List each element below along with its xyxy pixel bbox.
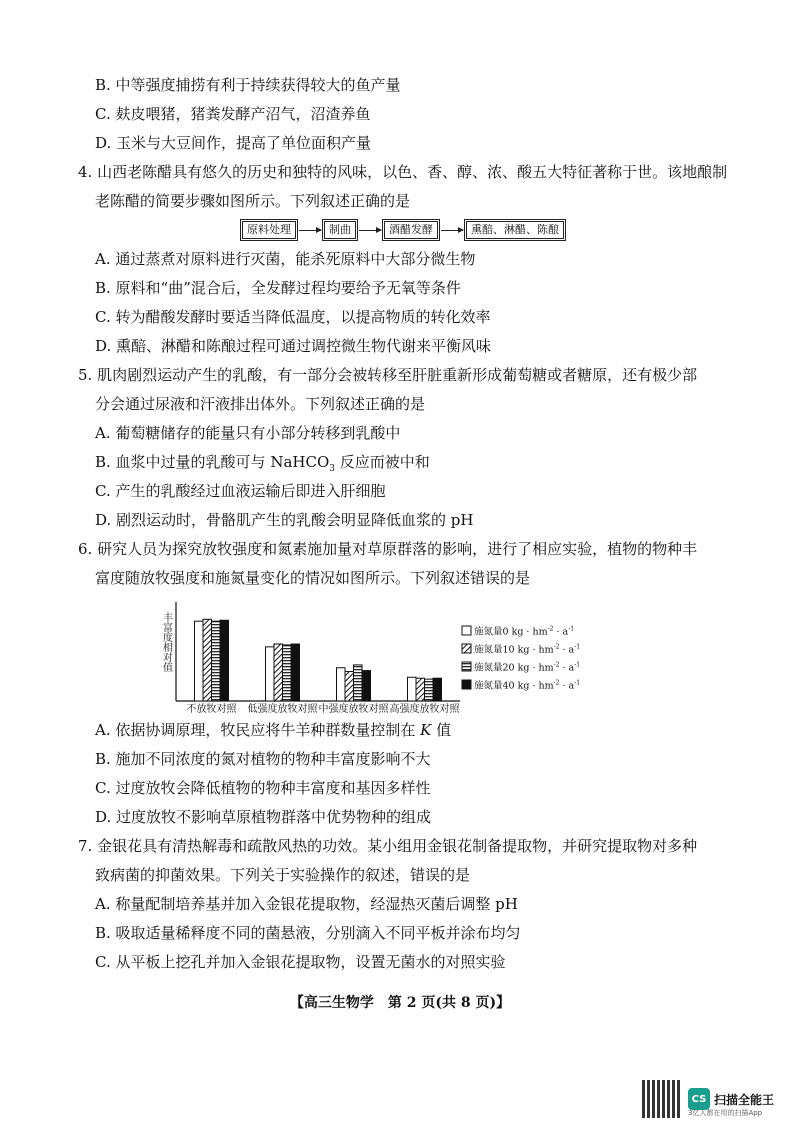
q4-stem-line1: 4. 山西老陈醋具有悠久的历史和独特的风味，以色、香、醇、浓、酸五大特征著称于世。该地酿制	[78, 163, 728, 181]
q3-option-b: B. 中等强度捕捞有利于持续获得较大的鱼产量	[95, 76, 401, 94]
bar-3-2	[425, 679, 434, 701]
q6-stem-line2: 富度随放牧强度和施氮量变化的情况如图所示。下列叙述错误的是	[95, 569, 531, 587]
q5-stem-line2: 分会通过尿液和汗液排出体外。下列叙述正确的是	[95, 395, 426, 413]
q3-option-d: D. 玉米与大豆间作，提高了单位面积产量	[95, 134, 372, 152]
q5-option-b: B. 血浆中过量的乳酸可与 NaHCO$_3$ 反应而被中和	[95, 453, 430, 474]
x-tick-label: 高强度放牧对照	[389, 704, 460, 715]
bar-0-3	[220, 620, 229, 701]
camscanner-logo-icon: CS	[688, 1088, 710, 1110]
q5-option-c: C. 产生的乳酸经过血液运输后即进入肝细胞	[95, 482, 386, 500]
q4-stem-line2: 老陈醋的简要步骤如图所示。下列叙述正确的是	[95, 192, 411, 210]
bar-1-3	[291, 644, 300, 701]
q7-option-b: B. 吸取适量稀释度不同的菌悬液，分别滴入不同平板并涂布均匀	[95, 924, 521, 942]
legend-entry: 施氮量0 kg · $hm^{-2} \cdot a^{-1}$	[474, 625, 575, 638]
scanner-app-name: 扫描全能王	[714, 1092, 775, 1107]
flow-step-1: 原料处理	[242, 221, 296, 239]
legend-swatch	[462, 644, 471, 653]
q6-option-c: C. 过度放牧会降低植物的物种丰富度和基因多样性	[95, 779, 431, 797]
q7-stem-line2: 致病菌的抑菌效果。下列关于实验操作的叙述，错误的是	[95, 866, 471, 884]
q7-option-c: C. 从平板上挖孔并加入金银花提取物，设置无菌水的对照实验	[95, 953, 506, 971]
q6-option-a: A. 依据协调原理，牧民应将牛羊种群数量控制在 K 值	[95, 721, 452, 739]
bar-1-2	[283, 645, 292, 701]
q4-option-c: C. 转为醋酸发酵时要适当降低温度，以提高物质的转化效率	[95, 308, 491, 326]
bar-0-1	[203, 619, 212, 701]
legend-entry: 施氮量10 kg · $hm^{-2} \cdot a^{-1}$	[474, 643, 581, 656]
bar-0-2	[212, 621, 221, 701]
q6-option-b: B. 施加不同浓度的氮对植物的物种丰富度影响不大	[95, 750, 431, 768]
q7-option-a: A. 称量配制培养基并加入金银花提取物，经湿热灭菌后调整 pH	[95, 895, 518, 913]
page-footer: 【高三生物学 第 2 页(共 8 页)】	[289, 995, 511, 1011]
q4-option-d: D. 熏醅、淋醋和陈酿过程可通过调控微生物代谢来平衡风味	[95, 337, 492, 355]
x-tick-label: 低强度放牧对照	[247, 704, 318, 715]
bar-3-1	[416, 678, 425, 701]
bar-2-1	[345, 672, 354, 701]
scanner-tagline: 3亿人都在用的扫描App	[688, 1109, 763, 1117]
richness-bar-chart	[160, 600, 620, 720]
legend-swatch	[462, 626, 471, 635]
q5-option-a: A. 葡萄糖储存的能量只有小部分转移到乳酸中	[95, 424, 401, 442]
qr-code-icon	[642, 1080, 680, 1118]
legend-entry: 施氮量40 kg · $hm^{-2} \cdot a^{-1}$	[474, 679, 581, 692]
flow-arrow-icon	[441, 230, 463, 231]
flow-arrow-icon	[299, 230, 321, 231]
bar-1-1	[274, 644, 283, 701]
flow-step-4: 熏醅、淋醋、陈酿	[466, 221, 564, 239]
legend-swatch	[462, 680, 471, 689]
vinegar-flow-chart	[242, 221, 564, 239]
x-tick-label: 不放牧对照	[186, 704, 237, 715]
legend-entry: 施氮量20 kg · $hm^{-2} \cdot a^{-1}$	[474, 661, 581, 674]
q4-option-a: A. 通过蒸煮对原料进行灭菌，能杀死原料中大部分微生物	[95, 250, 476, 268]
q7-stem-line1: 7. 金银花具有清热解毒和疏散风热的功效。某小组用金银花制备提取物，并研究提取物对多种	[78, 837, 698, 855]
bar-3-3	[433, 678, 442, 701]
bar-2-2	[354, 665, 363, 701]
bar-3-0	[408, 677, 417, 701]
q5-option-d: D. 剧烈运动时，骨骼肌产生的乳酸会明显降低血浆的 pH	[95, 511, 474, 529]
x-tick-label: 中强度放牧对照	[318, 704, 389, 715]
legend-swatch	[462, 662, 471, 671]
bar-1-0	[266, 647, 275, 701]
flow-arrow-icon	[359, 230, 381, 231]
bar-2-3	[362, 671, 371, 701]
flow-step-3: 酒醋发酵	[384, 221, 438, 239]
flow-step-2: 制曲	[324, 221, 356, 239]
q6-option-d: D. 过度放牧不影响草原植物群落中优势物种的组成	[95, 808, 432, 826]
q6-stem-line1: 6. 研究人员为探究放牧强度和氮素施加量对草原群落的影响，进行了相应实验，植物的物种丰	[78, 540, 698, 558]
y-axis-label: 丰富度相对值	[160, 612, 172, 672]
q5-stem-line1: 5. 肌肉剧烈运动产生的乳酸，有一部分会被转移至肝脏重新形成葡萄糖或者糖原，还有极少部	[78, 366, 698, 384]
q3-option-c: C. 麸皮喂猪，猪粪发酵产沼气，沼渣养鱼	[95, 105, 371, 123]
bar-0-0	[195, 621, 204, 701]
q4-option-b: B. 原料和“曲”混合后，全发酵过程均要给予无氧等条件	[95, 279, 461, 297]
bar-2-0	[337, 668, 346, 701]
